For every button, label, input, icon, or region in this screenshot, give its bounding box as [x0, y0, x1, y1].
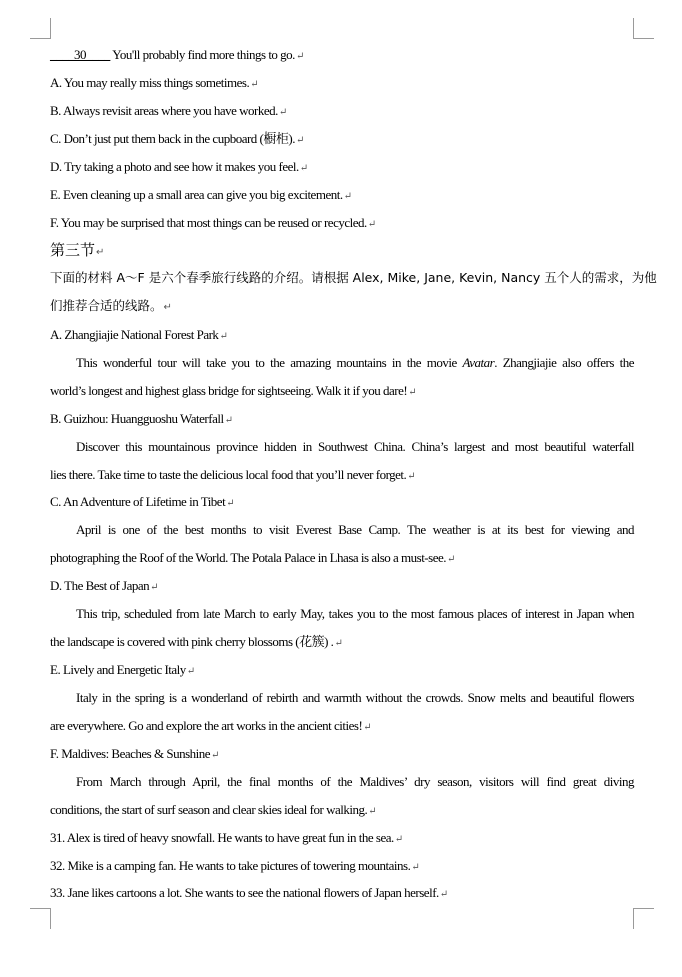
route-a-desc-line-2 — [50, 383, 634, 401]
route-desc: Discover this mountainous province hidden in Southwest China. China’s largest and most beautiful waterfall — [76, 439, 634, 454]
route-b-title — [50, 411, 634, 429]
movie-title: Avatar — [462, 355, 495, 370]
route-e-desc-line-1 — [76, 690, 634, 706]
route-title: B. Guizhou: Huangguoshu Waterfall — [50, 411, 224, 426]
answer-blank[interactable] — [50, 47, 110, 62]
route-b-desc-line-1 — [76, 439, 634, 455]
option-c — [50, 131, 634, 149]
route-desc: world’s longest and highest glass bridge for sightseeing. Walk it if you dare! — [50, 383, 408, 398]
question-30 — [50, 47, 634, 65]
route-f-desc-line-1 — [76, 774, 634, 790]
route-desc: are everywhere. Go and explore the art works in the ancient cities! — [50, 718, 363, 733]
paragraph-mark: ↵ — [343, 191, 352, 202]
route-d-desc-line-2 — [50, 634, 634, 652]
section-title-text: 第三节 — [50, 241, 96, 259]
paragraph-mark: ↵ — [219, 331, 228, 342]
question-text: 33. Jane likes cartoons a lot. She wants to see the national flowers of Japan herself. — [50, 885, 439, 900]
paragraph-mark: ↵ — [299, 163, 308, 174]
route-e-desc-line-2 — [50, 718, 634, 736]
route-title: F. Maldives: Beaches & Sunshine — [50, 746, 211, 761]
route-e-title — [50, 662, 634, 680]
paragraph-mark: ↵ — [226, 498, 235, 509]
paragraph-mark: ↵ — [394, 834, 403, 845]
route-desc: This trip, scheduled from late March to early May, takes you to the most famous places of interest in Japan when — [76, 606, 634, 621]
paragraph-mark: ↵ — [407, 471, 416, 482]
blank-pre: ____ — [50, 47, 74, 62]
option-text: A. You may really miss things sometimes. — [50, 75, 250, 90]
route-title: C. An Adventure of Lifetime in Tibet — [50, 494, 226, 509]
question-32 — [50, 858, 634, 876]
paragraph-mark: ↵ — [224, 415, 233, 426]
question-text: 31. Alex is tired of heavy snowfall. He wants to have great fun in the sea. — [50, 830, 394, 845]
route-d-desc-line-1 — [76, 606, 634, 622]
option-text: F. You may be surprised that most things can be reused or recycled. — [50, 215, 367, 230]
page-corner-top-left — [30, 18, 51, 39]
paragraph-mark: ↵ — [295, 51, 304, 62]
paragraph-mark: ↵ — [150, 582, 159, 593]
route-c-title — [50, 494, 634, 512]
question-text: 32. Mike is a camping fan. He wants to take pictures of towering mountains. — [50, 858, 411, 873]
route-desc: photographing the Roof of the World. The Potala Palace in Lhasa is also a must-see. — [50, 550, 446, 565]
paragraph-mark: ↵ — [163, 302, 172, 313]
option-e — [50, 187, 634, 205]
route-d-title — [50, 578, 634, 596]
route-desc: the landscape is covered with pink cherry blossoms (花簇) . — [50, 634, 334, 649]
paragraph-mark: ↵ — [186, 666, 195, 677]
option-text: C. Don’t just put them back in the cupboard (橱柜). — [50, 131, 295, 146]
route-c-desc-line-1 — [76, 522, 634, 538]
paragraph-mark: ↵ — [439, 889, 448, 900]
page-corner-bottom-right — [633, 908, 654, 929]
route-desc: From March through April, the final months of the Maldives’ dry season, visitors will find great diving — [76, 774, 634, 789]
paragraph-mark: ↵ — [250, 79, 259, 90]
route-c-desc-line-2 — [50, 550, 634, 568]
question-33 — [50, 885, 634, 903]
route-title: D. The Best of Japan — [50, 578, 150, 593]
route-desc: This wonderful tour will take you to the amazing mountains in the movie — [76, 355, 463, 370]
instruction-text: 下面的材料 A～F 是六个春季旅行线路的介绍。请根据 Alex, Mike, Jane, Kevin, Nancy 五个人的需求，为他 — [50, 270, 657, 285]
option-text: E. Even cleaning up a small area can give you big excitement. — [50, 187, 343, 202]
route-b-desc-line-2 — [50, 467, 634, 485]
route-a-title — [50, 327, 634, 345]
route-f-title — [50, 746, 634, 764]
option-f — [50, 215, 634, 233]
option-text: D. Try taking a photo and see how it makes you feel. — [50, 159, 299, 174]
instruction-text: 们推荐合适的线路。 — [50, 298, 163, 313]
route-title: E. Lively and Energetic Italy — [50, 662, 186, 677]
question-text: You'll probably find more things to go. — [110, 47, 295, 62]
blank-post: ____ — [86, 47, 110, 62]
route-a-desc-line-1 — [76, 355, 634, 371]
paragraph-mark: ↵ — [334, 638, 343, 649]
paragraph-mark: ↵ — [295, 135, 304, 146]
option-b — [50, 103, 634, 121]
question-31 — [50, 830, 634, 848]
route-f-desc-line-2 — [50, 802, 634, 820]
page-corner-bottom-left — [30, 908, 51, 929]
option-text: B. Always revisit areas where you have worked. — [50, 103, 278, 118]
page-corner-top-right — [633, 18, 654, 39]
option-d — [50, 159, 634, 177]
section-title — [50, 242, 634, 261]
route-desc: . Zhangjiajie also offers the — [494, 355, 634, 370]
paragraph-mark: ↵ — [367, 219, 376, 230]
route-desc: conditions, the start of surf season and clear skies ideal for walking. — [50, 802, 368, 817]
option-a — [50, 75, 634, 93]
paragraph-mark: ↵ — [368, 806, 377, 817]
paragraph-mark: ↵ — [411, 862, 420, 873]
route-desc: Italy in the spring is a wonderland of rebirth and warmth without the crowds. Snow melts and beautiful flowers — [76, 690, 634, 705]
route-desc: lies there. Take time to taste the delicious local food that you’ll never forget. — [50, 467, 407, 482]
paragraph-mark: ↵ — [447, 554, 455, 565]
instruction-line-1 — [50, 270, 657, 286]
paragraph-mark: ↵ — [408, 387, 417, 398]
paragraph-mark: ↵ — [96, 247, 105, 258]
instruction-line-2 — [50, 298, 634, 316]
route-title: A. Zhangjiajie National Forest Park — [50, 327, 219, 342]
paragraph-mark: ↵ — [211, 750, 219, 761]
route-desc: April is one of the best months to visit Everest Base Camp. The weather is at its best for viewing and — [76, 522, 634, 537]
paragraph-mark: ↵ — [278, 107, 287, 118]
question-number: 30 — [74, 47, 86, 62]
paragraph-mark: ↵ — [363, 722, 372, 733]
